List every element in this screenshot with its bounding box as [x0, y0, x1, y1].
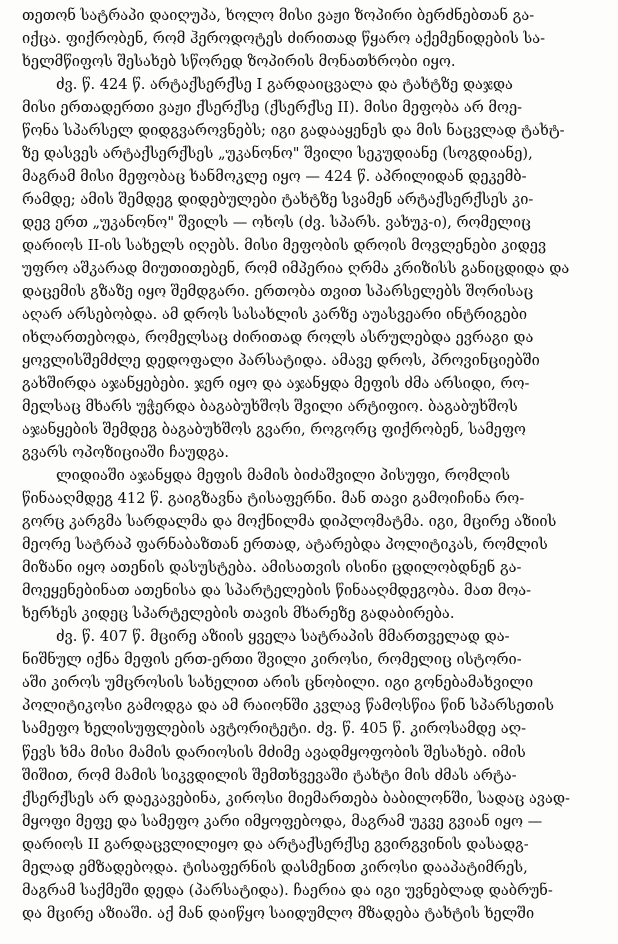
text-line: ხელმწიფოს შესახებ სწორედ ზოპირის მონათხრობი იყო. — [22, 53, 456, 71]
text-line: დაცემის გზაზე იყო შემდგარი. ერთობა თვით სპარსელებს შორისაც — [22, 283, 534, 301]
text-line: თეთონ სატრაპი დაიღუპა, ხოლო მისი ვაჟი ზოპირი ბერძნებთან გა- — [22, 7, 535, 24]
text-line: მიზანი იყო ათენის დასუსტება. ამისათვის ისინი ცდილობდნენ გა- — [22, 559, 522, 577]
text-line: მელსაც მხარს უჭერდა ბაგაბუხშოს შვილი არტიფიო. ბაგაბუხშოს — [22, 398, 518, 416]
text-line: დარიოს II გარდაცვლილიყო და არტაქსერქსე გვირგვინის დასადგ- — [22, 835, 529, 853]
text-line: აში კიროს უმცროსის სახელით არის ცნობილი. იგი გონებამახვილი — [22, 674, 534, 692]
text-line: უფრო აშკარად მიუთითებენ, რომ იმპერია ღრმა კრიზისს განიცდიდა და — [22, 260, 570, 278]
text-line: წინააღმდეგ 412 წ. გაიგზავნა ტისაფერნი. მან თავი გამოიჩინა რო- — [22, 490, 525, 508]
text-line: რამდე; ამის შემდეგ დიდებულები ტახტზე სვამენ არტაქსერქსეს კი- — [22, 191, 534, 209]
paragraph-first-line: ძვ. წ. 424 წ. არტაქსერქსე I გარდაიცვალა და ტახტზე დაჯდა — [56, 76, 513, 94]
text-line: ყოვლისშემძლე დედოფალი პარსატიდა. ამავე დროს, პროვინციებში — [22, 352, 540, 370]
text-line: პოლიტიკოსი გამოდგა და ამ რაიონში კვლავ წამოსწია წინ სპარსეთის — [22, 697, 555, 715]
text-line: სამეფო ხელისუფლების ავტორიტეტი. ძვ. წ. 405 წ. კიროსამდე აღ- — [22, 720, 527, 738]
paragraph-first-line: ლიდიაში აჯანყდა მეფის მამის ბიძაშვილი პისუფი, რომლის — [56, 467, 510, 485]
text-line: და მცირე აზიაში. აქ მან დაიწყო საიდუმლო მზადება ტახტის ხელში — [22, 904, 535, 922]
text-line: ზე დასვეს არტაქსერქსეს „უკანონო" შვილი სეკუდიანე (სოგდიანე), — [22, 145, 533, 163]
text-line: იხლართებოდა, რომელსაც ძირითად როლს ასრულებდა ევრაგი და — [22, 329, 534, 347]
paragraph-first-line: ძვ. წ. 407 წ. მცირე აზიის ყველა სატრაპის მმართველად და- — [56, 628, 510, 646]
text-line: გვარს ოპოზიციაში ჩაუდგა. — [22, 444, 230, 462]
text-line: გახშირდა აჯანყებები. ჯერ იყო და აჯანყდა მეფის ძმა არსიდი, რო- — [22, 375, 530, 393]
text-line: ნიშნულ იქნა მეფის ერთ-ერთი შვილი კიროსი, რომელიც ისტორი- — [22, 651, 522, 669]
text-line: დევ ერთ „უკანონო" შვილს — ოხოს (ძვ. სპარს. ვახუკ-ი), რომელიც — [22, 214, 531, 232]
text-line: მოეყენებინათ ათენისა და სპარტელების წინააღმდეგობა. მათ მოა- — [22, 582, 532, 600]
text-line: გორც კარგმა სარდალმა და მოქნილმა დიპლომატმა. იგი, მცირე აზიის — [22, 513, 557, 531]
text-line: აჯანყების შემდეგ ბაგაბუხშოს გვარი, როგორც ფიქრობენ, სამეფო — [22, 421, 526, 439]
text-line: მაგრამ მისი მეფობაც ხანმოკლე იყო — 424 წ. აპრილიდან დეკემბ- — [22, 168, 527, 186]
text-line: მელად ემზადებოდა. ტისაფერნის დასმენით კიროსი დააპატიმრეს, — [22, 858, 528, 876]
text-line: წონა სპარსელ დიდგვაროვნებს; იგი გადააყენეს და მის ნაცვლად ტახტ- — [22, 122, 565, 140]
text-line: მყოფი მეფე და სამეფო კარი იმყოფებოდა, მაგრამ უკვე გვიან იყო — — [22, 812, 543, 830]
text-line: ხერხეს კიდეც სპარტელების თავის მხარეზე გადაბირება. — [22, 605, 455, 623]
text-line: წევს ხმა მისი მამის დარიოსის მძიმე ავადმყოფობის შესახებ. იმის — [22, 743, 526, 761]
text-line: შიშით, რომ მამის სიკვდილის შემთხვევაში ტახტი მის ძმას არტა- — [22, 766, 517, 784]
text-line: აღარ არსებობდა. ამ დროს სასახლის კარზე აუასვეარი ინტრიგები — [22, 306, 528, 324]
text-line: მისი ერთადერთი ვაჟი ქსერქსე (ქსერქსე II). მისი მეფობა არ მოე- — [22, 99, 523, 117]
text-line: ქსერქსეს არ დაეკავებინა, კიროსი მიემართება ბაბილონში, სადაც ავად- — [22, 789, 570, 807]
text-line: დარიოს II-ის სახელს იღებს. მისი მეფობის დროის მოვლენები კიდევ — [22, 237, 547, 255]
text-line: მაგრამ საქმეში დედა (პარსატიდა). ჩაერია და იგი უვნებლად დაბრუნ- — [22, 881, 553, 899]
text-line: მეორე სატრაპ ფარნაბაზთან ერთად, ატარებდა პოლიტიკას, რომლის — [22, 536, 548, 554]
text-line: იქცა. ფიქრობენ, რომ ჰეროდოტეს ძირითად წყარო აქემენიდების სა- — [22, 30, 546, 48]
body-text — [22, 4, 612, 925]
